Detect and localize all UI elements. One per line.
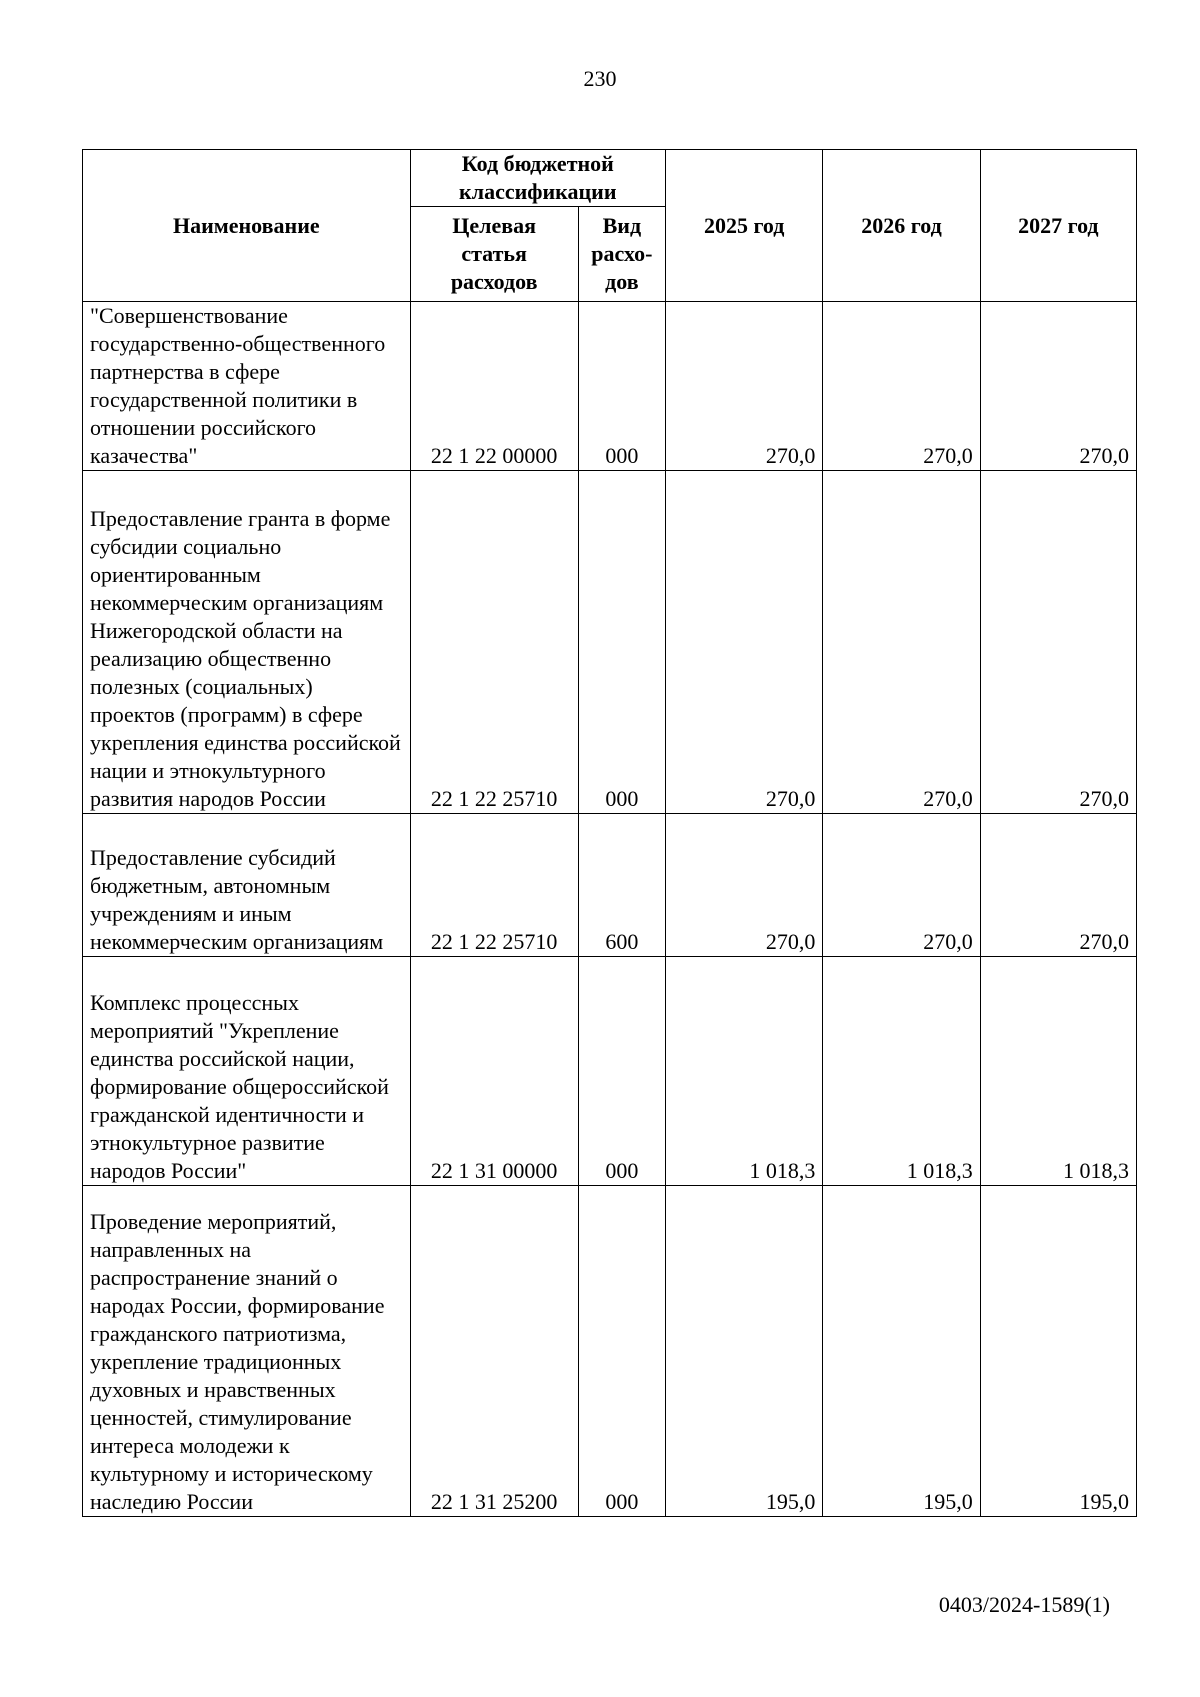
page-number: 230	[583, 66, 617, 91]
document-id: 0403/2024-1589(1)	[938, 1592, 1110, 1617]
table-row	[83, 1186, 1137, 1517]
row-2027: 270,0	[980, 814, 1136, 957]
header-target: Целевая статья расходов	[410, 207, 578, 302]
budget-table	[82, 149, 1137, 1517]
row-2027: 270,0	[980, 471, 1136, 814]
row-code: 22 1 31 00000	[410, 957, 578, 1186]
row-vid: 000	[578, 1186, 665, 1517]
row-vid: 000	[578, 957, 665, 1186]
row-2027: 195,0	[980, 1186, 1136, 1517]
table-row	[83, 814, 1137, 957]
table-row	[83, 302, 1137, 471]
row-vid: 600	[578, 814, 665, 957]
row-2026: 1 018,3	[823, 957, 980, 1186]
row-name: Комплекс процессных мероприятий "Укрепление единства российской нации, формирование общероссийской гражданской идентичности и этнокультурное развитие народов России"	[83, 957, 411, 1186]
row-code: 22 1 22 25710	[410, 814, 578, 957]
table-row	[83, 957, 1137, 1186]
header-2027: 2027 год	[980, 150, 1136, 302]
row-code: 22 1 22 25710	[410, 471, 578, 814]
row-vid: 000	[578, 302, 665, 471]
row-name: "Совершенствование государственно-общественного партнерства в сфере государственной политики в отношении российского казачества"	[83, 302, 411, 471]
row-code: 22 1 31 25200	[410, 1186, 578, 1517]
row-2025: 1 018,3	[666, 957, 823, 1186]
row-name: Предоставление субсидий бюджетным, автономным учреждениям и иным некоммерческим организациям	[83, 814, 411, 957]
row-2025: 270,0	[666, 471, 823, 814]
row-2026: 270,0	[823, 302, 980, 471]
row-2026: 270,0	[823, 471, 980, 814]
row-2026: 195,0	[823, 1186, 980, 1517]
row-2027: 270,0	[980, 302, 1136, 471]
row-name: Предоставление гранта в форме субсидии социально ориентированным некоммерческим организациям Нижегородской области на реализацию общественно полезных (социальных) проектов (программ) в сфере укрепления единства российской нации и этнокультурного развития народов России	[83, 471, 411, 814]
row-name: Проведение мероприятий, направленных на распространение знаний о народах России, формирование гражданского патриотизма, укрепление традиционных духовных и нравственных ценностей, стимулирование интереса молодежи к культурному и историческому наследию России	[83, 1186, 411, 1517]
header-kind: Вид расхо-дов	[578, 207, 665, 302]
row-2026: 270,0	[823, 814, 980, 957]
row-vid: 000	[578, 471, 665, 814]
header-name: Наименование	[83, 150, 411, 302]
row-2025: 270,0	[666, 814, 823, 957]
row-2027: 1 018,3	[980, 957, 1136, 1186]
header-code-group: Код бюджетной классификации	[410, 150, 665, 207]
header-2026: 2026 год	[823, 150, 980, 302]
header-2025: 2025 год	[666, 150, 823, 302]
row-2025: 195,0	[666, 1186, 823, 1517]
table-row	[83, 471, 1137, 814]
row-2025: 270,0	[666, 302, 823, 471]
row-code: 22 1 22 00000	[410, 302, 578, 471]
